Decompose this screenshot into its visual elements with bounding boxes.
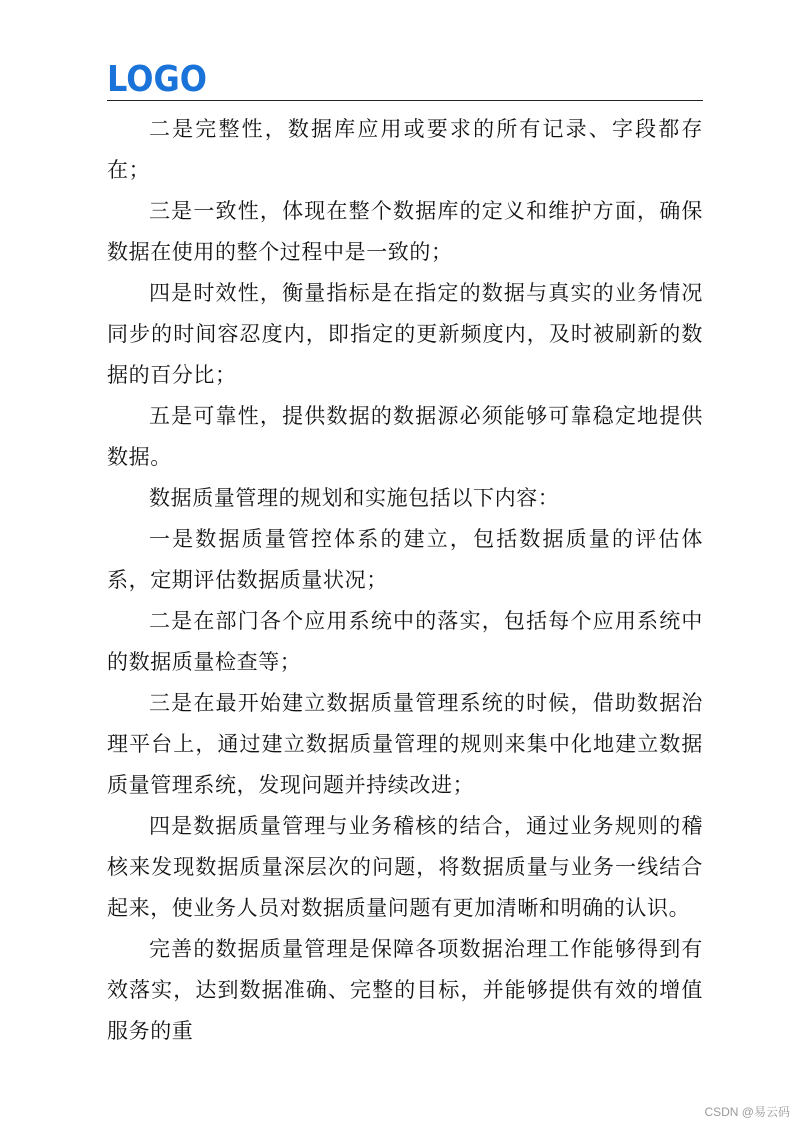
page-header (107, 60, 703, 102)
paragraph-department: 二是在部门各个应用系统中的落实，包括每个应用系统中的数据质量检查等； (107, 609, 703, 674)
paragraph-business-audit: 四是数据质量管理与业务稽核的结合，通过业务规则的稽核来发现数据质量深层次的问题，将数据质量与业务一线结合起来，使业务人员对数据质量问题有更加清晰和明确的认识。 (107, 814, 703, 920)
watermark: CSDN @易云码 (704, 1105, 790, 1119)
paragraph-control-system: 一是数据质量管控体系的建立，包括数据质量的评估体系，定期评估数据质量状况； (107, 527, 703, 592)
document-body (107, 109, 703, 1052)
paragraph-governance-platform: 三是在最开始建立数据质量管理系统的时候，借助数据治理平台上，通过建立数据质量管理的规则来集中化地建立数据质量管理系统，发现问题并持续改进； (107, 691, 703, 797)
paragraph-completeness: 二是完整性，数据库应用或要求的所有记录、字段都存在； (107, 117, 703, 182)
paragraph-timeliness: 四是时效性，衡量指标是在指定的数据与真实的业务情况同步的时间容忍度内，即指定的更新频度内，及时被刷新的数据的百分比； (107, 281, 703, 387)
logo (107, 60, 209, 96)
paragraph-reliability: 五是可靠性，提供数据的数据源必须能够可靠稳定地提供数据。 (107, 404, 703, 469)
paragraph-consistency: 三是一致性，体现在整个数据库的定义和维护方面，确保数据在使用的整个过程中是一致的； (107, 199, 703, 264)
paragraph-conclusion: 完善的数据质量管理是保障各项数据治理工作能够得到有效落实，达到数据准确、完整的目标，并能够提供有效的增值服务的重 (107, 937, 703, 1043)
paragraph-planning-intro: 数据质量管理的规划和实施包括以下内容： (149, 486, 560, 510)
logo-text: LOGO (107, 60, 207, 96)
header-divider (107, 100, 703, 101)
